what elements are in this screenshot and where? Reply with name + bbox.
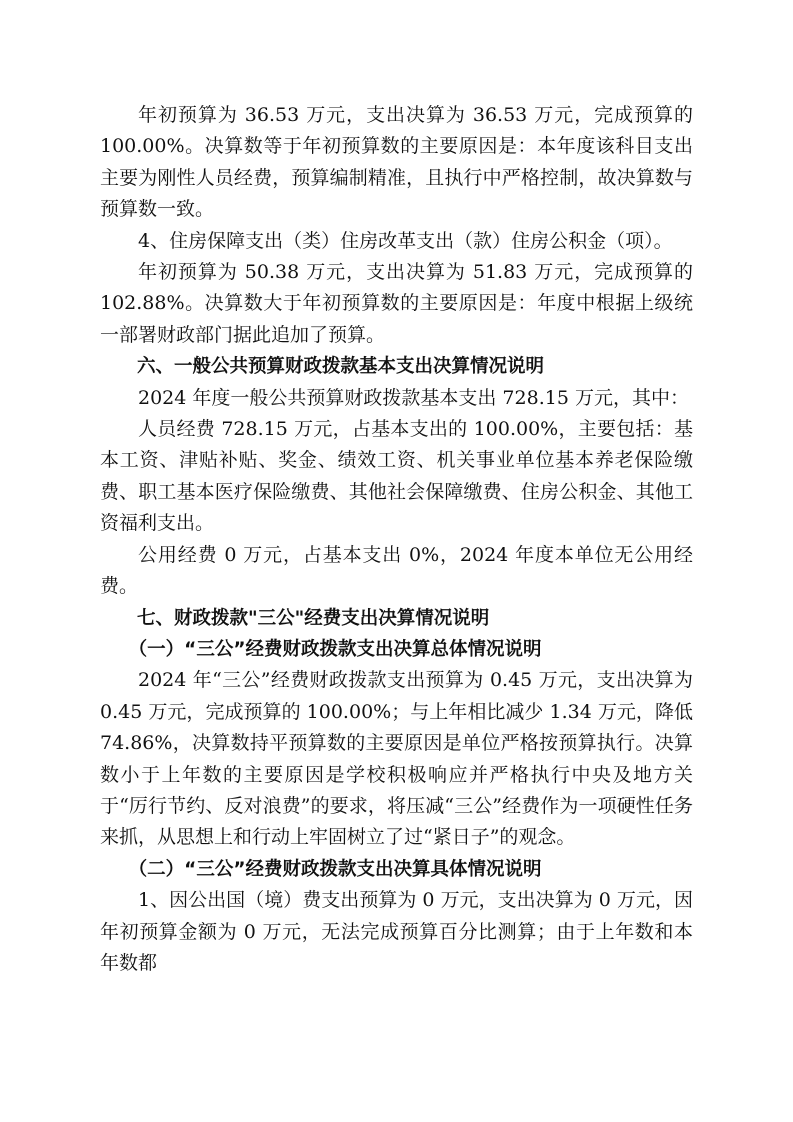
paragraph-housing-item: 4、住房保障支出（类）住房改革支出（款）住房公积金（项）。 <box>138 229 673 252</box>
paragraph-housing-budget: 年初预算为 50.38 万元，支出决算为 51.83 万元，完成预算的102.88%。决算数大于年初预算数的主要原因是：年度中根据上级统一部署财政部门据此追加了预算。 <box>100 261 693 346</box>
paragraph-basic-expenditure: 2024 年度一般公共预算财政拨款基本支出 728.15 万元，其中： <box>138 386 689 409</box>
heading-section-6: 六、一般公共预算财政拨款基本支出决算情况说明 <box>137 356 545 378</box>
document-body <box>100 100 693 979</box>
paragraph-budget-execution: 年初预算为 36.53 万元，支出决算为 36.53 万元，完成预算的100.00%。决算数等于年初预算数的主要原因是：本年度该科目支出主要为刚性人员经费，预算编制精准，且执行中严格控制，故决算数与预算数一致。 <box>100 104 693 221</box>
paragraph-public-expense: 公用经费 0 万元，占基本支出 0%，2024 年度本单位无公用经费。 <box>100 543 693 598</box>
heading-section-7: 七、财政拨款"三公"经费支出决算情况说明 <box>137 607 490 629</box>
heading-subsection-2: （二）“三公”经费财政拨款支出决算具体情况说明 <box>128 858 542 880</box>
paragraph-personnel-expense: 人员经费 728.15 万元，占基本支出的 100.00%，主要包括：基本工资、津贴补贴、奖金、绩效工资、机关事业单位基本养老保险缴费、职工基本医疗保险缴费、其他社会保障缴费、住房公积金、其他工资福利支出。 <box>100 418 693 535</box>
heading-subsection-1: （一）“三公”经费财政拨款支出决算总体情况说明 <box>128 638 542 660</box>
paragraph-overseas-travel: 1、因公出国（境）费支出预算为 0 万元，支出决算为 0 万元，因年初预算金额为 0 万元，无法完成预算百分比测算；由于上年数和本年数都 <box>100 889 693 974</box>
paragraph-three-public-overall: 2024 年“三公”经费财政拨款支出预算为 0.45 万元，支出决算为0.45 万元，完成预算的 100.00%；与上年相比减少 1.34 万元，降低74.86%，决算数持平预算数的主要原因是单位严格按预算执行。决算数小于上年数的主要原因是学校积极响应并严格执行中央及地方关于“厉行节约、反对浪费”的要求，将压减“三公”经费作为一项硬性任务来抓，从思想上和行动上牢固树立了过“紧日子”的观念。 <box>100 669 693 849</box>
